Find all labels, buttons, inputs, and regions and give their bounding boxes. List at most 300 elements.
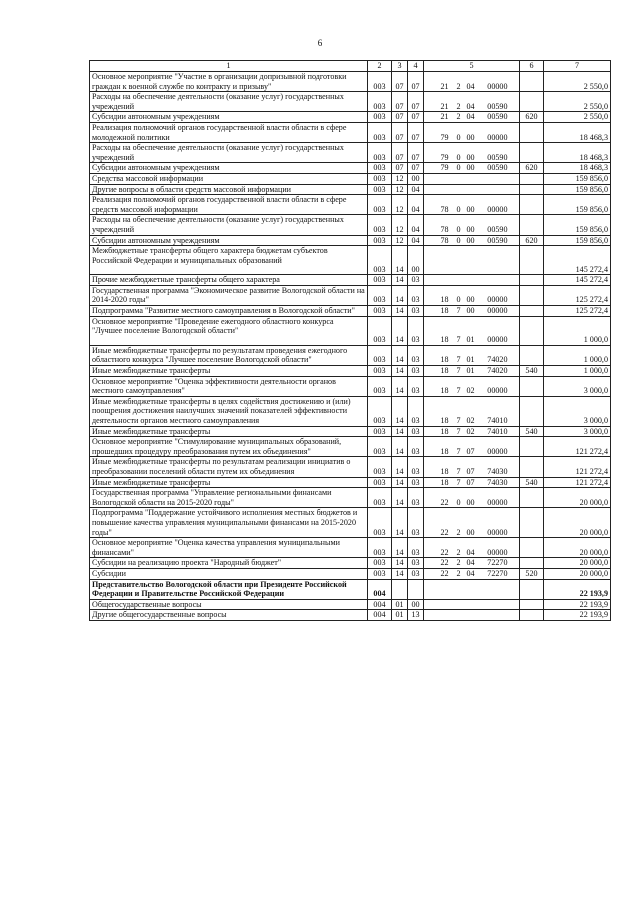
row-csr	[424, 457, 520, 477]
row-name: Иные межбюджетные трансферты в целях содействия достижению и (или) поощрения достижения наилучших значений показателей эффективности деятельности органов местного самоуправления	[90, 396, 368, 426]
csr-program: 78	[440, 224, 449, 234]
row-csr	[424, 477, 520, 488]
row-rz: 07	[392, 143, 408, 163]
header-col-2: 2	[368, 61, 392, 72]
row-csr	[424, 558, 520, 569]
row-pr: 03	[408, 285, 424, 305]
csr-event: 02	[466, 386, 475, 396]
row-rz: 14	[392, 488, 408, 508]
table-row	[90, 285, 611, 305]
csr-subprogram: 7	[456, 477, 461, 487]
csr-program: 18	[440, 386, 449, 396]
csr-program: 18	[440, 355, 449, 365]
row-vr: 620	[520, 163, 544, 174]
table-row	[90, 457, 611, 477]
table-row	[90, 477, 611, 488]
table-row	[90, 558, 611, 569]
csr-program: 18	[440, 306, 449, 316]
csr-direction: 74020	[487, 355, 508, 365]
csr-event: 00	[466, 163, 475, 173]
row-ved: 003	[368, 92, 392, 112]
csr-program: 22	[440, 497, 449, 507]
csr-subprogram: 0	[456, 235, 461, 245]
csr-subprogram: 2	[456, 101, 461, 111]
row-csr	[424, 610, 520, 621]
row-name: Субсидии автономным учреждениям	[90, 163, 368, 174]
row-name: Расходы на обеспечение деятельности (оказание услуг) государственных учреждений	[90, 92, 368, 112]
row-amount: 20 000,0	[544, 488, 611, 508]
table-row	[90, 488, 611, 508]
row-pr: 03	[408, 376, 424, 396]
table-row	[90, 92, 611, 112]
row-ved: 003	[368, 538, 392, 558]
row-amount: 2 550,0	[544, 112, 611, 123]
row-amount: 2 550,0	[544, 92, 611, 112]
csr-subprogram: 0	[456, 152, 461, 162]
row-name: Прочие межбюджетные трансферты общего характера	[90, 275, 368, 286]
row-vr	[520, 143, 544, 163]
header-col-7: 7	[544, 61, 611, 72]
row-amount: 159 856,0	[544, 173, 611, 184]
row-rz: 12	[392, 173, 408, 184]
csr-subprogram: 7	[456, 355, 461, 365]
row-vr	[520, 345, 544, 365]
row-amount: 20 000,0	[544, 508, 611, 538]
row-csr	[424, 306, 520, 317]
csr-direction: 00000	[487, 497, 508, 507]
row-ved: 004	[368, 579, 392, 599]
csr-direction: 00000	[487, 446, 508, 456]
row-name: Иные межбюджетные трансферты	[90, 477, 368, 488]
row-vr	[520, 275, 544, 286]
row-csr	[424, 426, 520, 437]
csr-direction: 72270	[487, 568, 508, 578]
row-csr	[424, 366, 520, 377]
header-col-6: 6	[520, 61, 544, 72]
row-ved: 003	[368, 306, 392, 317]
row-ved: 003	[368, 285, 392, 305]
table-row	[90, 215, 611, 235]
csr-program: 18	[440, 466, 449, 476]
row-pr: 03	[408, 538, 424, 558]
csr-event: 04	[466, 547, 475, 557]
row-ved: 003	[368, 235, 392, 246]
csr-program: 18	[440, 416, 449, 425]
csr-subprogram: 0	[456, 295, 461, 305]
row-pr: 07	[408, 112, 424, 123]
row-ved: 003	[368, 558, 392, 569]
csr-event: 00	[466, 295, 475, 305]
csr-program: 22	[440, 558, 449, 568]
csr-subprogram: 0	[456, 497, 461, 507]
table-row	[90, 538, 611, 558]
row-pr: 03	[408, 306, 424, 317]
row-rz: 14	[392, 376, 408, 396]
row-rz: 14	[392, 306, 408, 317]
row-vr: 620	[520, 112, 544, 123]
row-amount: 121 272,4	[544, 437, 611, 457]
csr-program: 18	[440, 477, 449, 487]
table-row	[90, 72, 611, 92]
row-amount: 145 272,4	[544, 246, 611, 275]
row-rz: 14	[392, 508, 408, 538]
csr-subprogram: 7	[456, 426, 461, 436]
row-csr	[424, 173, 520, 184]
row-rz: 14	[392, 246, 408, 275]
row-vr	[520, 610, 544, 621]
row-pr: 03	[408, 568, 424, 579]
row-name: Реализация полномочий органов государственной власти области в сфере молодежной политики	[90, 122, 368, 142]
table-row	[90, 508, 611, 538]
row-ved: 004	[368, 610, 392, 621]
csr-subprogram: 7	[456, 335, 461, 345]
row-vr	[520, 437, 544, 457]
csr-event: 04	[466, 101, 475, 111]
csr-subprogram: 0	[456, 224, 461, 234]
row-name: Основное мероприятие "Проведение ежегодного областного конкурса "Лучшее поселение Вологодской области"	[90, 316, 368, 345]
row-name: Реализация полномочий органов государственной власти области в сфере средств массовой информации	[90, 195, 368, 215]
row-name: Расходы на обеспечение деятельности (оказание услуг) государственных учреждений	[90, 215, 368, 235]
row-pr: 00	[408, 599, 424, 610]
row-rz: 14	[392, 426, 408, 437]
row-name: Субсидии автономным учреждениям	[90, 112, 368, 123]
row-vr	[520, 195, 544, 215]
table-row	[90, 396, 611, 426]
row-amount: 20 000,0	[544, 538, 611, 558]
row-name: Субсидии автономным учреждениям	[90, 235, 368, 246]
csr-event: 00	[466, 132, 475, 142]
csr-subprogram: 0	[456, 204, 461, 214]
header-col-3: 3	[392, 61, 408, 72]
row-name: Государственная программа "Управление региональными финансами Вологодской области на 2015-2020 годы"	[90, 488, 368, 508]
row-csr	[424, 316, 520, 345]
row-amount: 3 000,0	[544, 426, 611, 437]
row-vr	[520, 122, 544, 142]
row-vr: 540	[520, 426, 544, 437]
row-ved: 003	[368, 112, 392, 123]
row-pr	[408, 579, 424, 599]
row-vr	[520, 579, 544, 599]
csr-direction: 00000	[487, 527, 508, 537]
csr-program: 22	[440, 547, 449, 557]
csr-program: 22	[440, 568, 449, 578]
row-vr	[520, 538, 544, 558]
csr-direction: 74020	[487, 366, 508, 376]
page-number: 6	[317, 38, 323, 48]
row-rz: 07	[392, 163, 408, 174]
row-pr: 03	[408, 488, 424, 508]
csr-event: 04	[466, 81, 475, 91]
row-ved: 003	[368, 143, 392, 163]
row-name: Подпрограмма "Развитие местного самоуправления в Вологодской области"	[90, 306, 368, 317]
row-csr	[424, 345, 520, 365]
table-header-row	[90, 61, 611, 72]
row-pr: 03	[408, 508, 424, 538]
row-ved: 004	[368, 599, 392, 610]
csr-direction: 00000	[487, 204, 508, 214]
row-name: Межбюджетные трансферты общего характера бюджетам субъектов Российской Федерации и муниципальных образований	[90, 246, 368, 275]
row-amount: 18 468,3	[544, 122, 611, 142]
row-rz: 12	[392, 195, 408, 215]
csr-subprogram: 2	[456, 547, 461, 557]
csr-direction: 00590	[487, 101, 508, 111]
csr-program: 18	[440, 426, 449, 436]
row-pr: 03	[408, 558, 424, 569]
row-pr: 03	[408, 396, 424, 426]
row-csr	[424, 488, 520, 508]
table-row	[90, 426, 611, 437]
row-name: Субсидии на реализацию проекта "Народный бюджет"	[90, 558, 368, 569]
row-amount: 22 193,9	[544, 610, 611, 621]
csr-direction: 00000	[487, 306, 508, 316]
csr-subprogram: 7	[456, 466, 461, 476]
row-amount: 145 272,4	[544, 275, 611, 286]
csr-subprogram: 0	[456, 163, 461, 173]
row-ved: 003	[368, 457, 392, 477]
row-rz: 07	[392, 122, 408, 142]
row-name: Государственная программа "Экономическое развитие Вологодской области на 2014-2020 годы"	[90, 285, 368, 305]
row-amount: 18 468,3	[544, 143, 611, 163]
csr-event: 02	[466, 416, 475, 425]
row-csr	[424, 599, 520, 610]
table-row	[90, 163, 611, 174]
csr-program: 18	[440, 366, 449, 376]
row-pr: 03	[408, 426, 424, 437]
csr-event: 00	[466, 306, 475, 316]
row-ved: 003	[368, 376, 392, 396]
csr-program: 79	[440, 152, 449, 162]
row-csr	[424, 215, 520, 235]
csr-program: 18	[440, 446, 449, 456]
row-csr	[424, 246, 520, 275]
row-csr	[424, 579, 520, 599]
row-name: Средства массовой информации	[90, 173, 368, 184]
header-col-4: 4	[408, 61, 424, 72]
csr-subprogram: 7	[456, 306, 461, 316]
row-pr: 13	[408, 610, 424, 621]
csr-direction: 00000	[487, 335, 508, 345]
row-amount: 3 000,0	[544, 376, 611, 396]
table-row	[90, 235, 611, 246]
csr-event: 00	[466, 497, 475, 507]
row-ved: 003	[368, 396, 392, 426]
row-ved: 003	[368, 184, 392, 195]
row-name: Расходы на обеспечение деятельности (оказание услуг) государственных учреждений	[90, 143, 368, 163]
table-row	[90, 437, 611, 457]
csr-program: 78	[440, 235, 449, 245]
table-row	[90, 143, 611, 163]
row-vr	[520, 285, 544, 305]
row-vr	[520, 72, 544, 92]
csr-direction: 74010	[487, 426, 508, 436]
row-csr	[424, 92, 520, 112]
row-vr	[520, 173, 544, 184]
row-vr	[520, 184, 544, 195]
row-name: Подпрограмма "Поддержание устойчивого исполнения местных бюджетов и повышение качества управления муниципальными финансами на 2015-2020 годы"	[90, 508, 368, 538]
row-vr: 520	[520, 568, 544, 579]
row-pr: 04	[408, 184, 424, 195]
csr-event: 01	[466, 355, 475, 365]
row-amount: 20 000,0	[544, 568, 611, 579]
row-csr	[424, 122, 520, 142]
row-vr: 620	[520, 235, 544, 246]
row-name: Основное мероприятие "Стимулирование муниципальных образований, прошедших процедуру преобразования путем их объединения"	[90, 437, 368, 457]
csr-direction: 74030	[487, 466, 508, 476]
table-row	[90, 568, 611, 579]
row-pr: 03	[408, 366, 424, 377]
csr-subprogram: 7	[456, 366, 461, 376]
row-csr	[424, 112, 520, 123]
row-rz: 12	[392, 184, 408, 195]
row-ved: 003	[368, 477, 392, 488]
row-csr	[424, 72, 520, 92]
csr-subprogram: 7	[456, 386, 461, 396]
row-pr: 07	[408, 92, 424, 112]
row-vr	[520, 246, 544, 275]
row-ved: 003	[368, 426, 392, 437]
row-amount: 1 000,0	[544, 366, 611, 377]
table-row	[90, 246, 611, 275]
csr-subprogram: 2	[456, 81, 461, 91]
row-pr: 04	[408, 195, 424, 215]
row-rz: 14	[392, 477, 408, 488]
row-vr	[520, 599, 544, 610]
csr-direction: 00000	[487, 547, 508, 557]
row-rz: 14	[392, 366, 408, 377]
row-pr: 07	[408, 143, 424, 163]
row-amount: 159 856,0	[544, 195, 611, 215]
row-vr	[520, 306, 544, 317]
row-name: Другие общегосударственные вопросы	[90, 610, 368, 621]
row-rz: 07	[392, 112, 408, 123]
csr-direction: 00000	[487, 132, 508, 142]
csr-program: 21	[440, 112, 449, 122]
row-vr	[520, 396, 544, 426]
csr-direction: 00590	[487, 112, 508, 122]
row-csr	[424, 195, 520, 215]
row-vr	[520, 376, 544, 396]
row-name: Субсидии	[90, 568, 368, 579]
row-rz: 14	[392, 275, 408, 286]
table-row	[90, 173, 611, 184]
row-rz: 01	[392, 599, 408, 610]
row-ved: 003	[368, 345, 392, 365]
row-vr	[520, 457, 544, 477]
row-pr: 04	[408, 215, 424, 235]
row-vr	[520, 316, 544, 345]
table-row	[90, 184, 611, 195]
table-row	[90, 376, 611, 396]
row-pr: 03	[408, 345, 424, 365]
table-row	[90, 366, 611, 377]
row-name: Основное мероприятие "Оценка эффективности деятельности органов местного самоуправления"	[90, 376, 368, 396]
row-rz: 14	[392, 457, 408, 477]
row-pr: 00	[408, 246, 424, 275]
row-ved: 003	[368, 163, 392, 174]
row-name: Представительство Вологодской области при Президенте Российской Федерации и Правительстве Российской Федерации	[90, 579, 368, 599]
header-col-1: 1	[90, 61, 368, 72]
table-row	[90, 345, 611, 365]
csr-subprogram: 7	[456, 416, 461, 425]
row-amount: 18 468,3	[544, 163, 611, 174]
csr-subprogram: 2	[456, 527, 461, 537]
row-rz: 14	[392, 345, 408, 365]
table-row	[90, 275, 611, 286]
row-ved: 003	[368, 195, 392, 215]
table-row	[90, 112, 611, 123]
row-amount: 125 272,4	[544, 285, 611, 305]
row-name: Другие вопросы в области средств массовой информации	[90, 184, 368, 195]
row-ved: 003	[368, 215, 392, 235]
csr-event: 02	[466, 426, 475, 436]
row-vr: 540	[520, 366, 544, 377]
row-ved: 003	[368, 568, 392, 579]
csr-subprogram: 0	[456, 132, 461, 142]
csr-event: 07	[466, 446, 475, 456]
row-rz: 14	[392, 558, 408, 569]
table-row	[90, 579, 611, 599]
row-name: Иные межбюджетные трансферты по результатам проведения ежегодного областного конкурса "Лучшее поселение Вологодской области"	[90, 345, 368, 365]
csr-direction: 74030	[487, 477, 508, 487]
row-vr	[520, 488, 544, 508]
row-pr: 03	[408, 437, 424, 457]
row-ved: 003	[368, 366, 392, 377]
csr-program: 79	[440, 132, 449, 142]
row-pr: 03	[408, 477, 424, 488]
row-vr	[520, 92, 544, 112]
csr-direction: 00590	[487, 163, 508, 173]
row-vr: 540	[520, 477, 544, 488]
csr-direction: 00590	[487, 235, 508, 245]
row-name: Общегосударственные вопросы	[90, 599, 368, 610]
row-amount: 159 856,0	[544, 235, 611, 246]
csr-program: 21	[440, 81, 449, 91]
row-csr	[424, 235, 520, 246]
row-rz: 14	[392, 437, 408, 457]
csr-program: 22	[440, 527, 449, 537]
row-name: Основное мероприятие "Участие в организации допризывной подготовки граждан к военной службе по контракту и призыву"	[90, 72, 368, 92]
row-ved: 003	[368, 488, 392, 508]
row-rz: 07	[392, 72, 408, 92]
csr-event: 04	[466, 558, 475, 568]
row-amount: 121 272,4	[544, 477, 611, 488]
row-ved: 003	[368, 275, 392, 286]
row-ved: 003	[368, 173, 392, 184]
row-csr	[424, 143, 520, 163]
csr-program: 18	[440, 335, 449, 345]
row-vr	[520, 508, 544, 538]
csr-event: 04	[466, 568, 475, 578]
row-rz: 14	[392, 285, 408, 305]
row-csr	[424, 437, 520, 457]
row-pr: 07	[408, 163, 424, 174]
csr-event: 00	[466, 204, 475, 214]
row-rz: 07	[392, 92, 408, 112]
csr-direction: 00590	[487, 152, 508, 162]
csr-direction: 00590	[487, 224, 508, 234]
csr-program: 78	[440, 204, 449, 214]
row-csr	[424, 568, 520, 579]
row-rz	[392, 579, 408, 599]
row-ved: 003	[368, 437, 392, 457]
csr-direction: 00000	[487, 386, 508, 396]
row-amount: 121 272,4	[544, 457, 611, 477]
row-csr	[424, 275, 520, 286]
csr-program: 18	[440, 295, 449, 305]
row-csr	[424, 184, 520, 195]
csr-event: 07	[466, 466, 475, 476]
row-csr	[424, 376, 520, 396]
